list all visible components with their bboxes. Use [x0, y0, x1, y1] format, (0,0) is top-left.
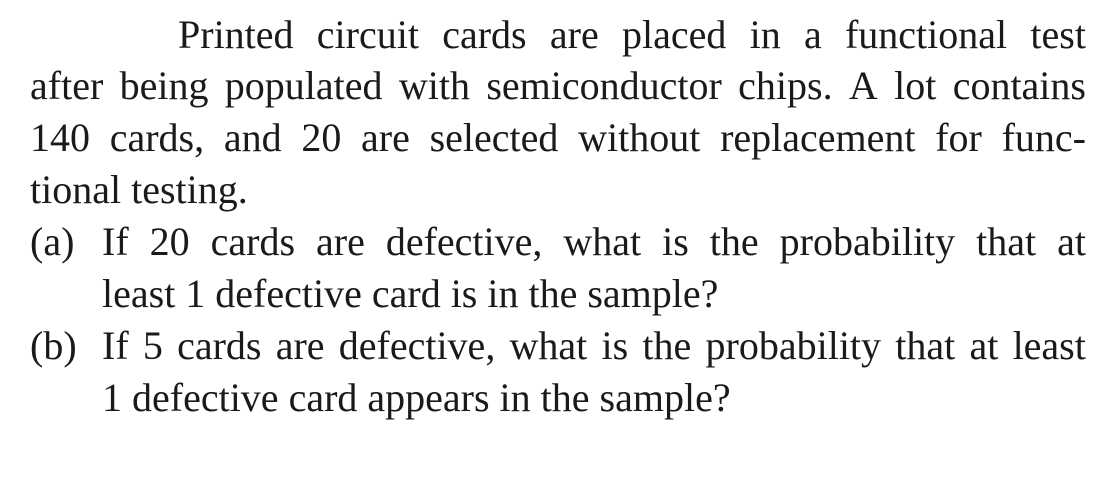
word: with [398, 63, 470, 108]
word: and [223, 115, 282, 160]
part-b-line-1 [102, 323, 1086, 368]
word: the [642, 323, 692, 368]
word: functional [844, 12, 1008, 57]
word: cards [177, 323, 262, 368]
word: populated [224, 63, 383, 108]
part-b-label: (b) [30, 323, 77, 368]
word: that [895, 323, 956, 368]
word: If [102, 323, 129, 368]
word: If [102, 219, 129, 264]
word: at [1057, 219, 1086, 264]
word: test [1030, 12, 1086, 57]
word: is [601, 323, 629, 368]
word: are [549, 12, 599, 57]
word: probability [705, 323, 882, 368]
word: that [976, 219, 1037, 264]
word: cards, [109, 115, 205, 160]
word: cards [210, 219, 296, 264]
word: defective, [338, 323, 496, 368]
word: 140 [30, 115, 90, 160]
word: are [316, 219, 365, 264]
word: 20 [149, 219, 190, 264]
part-b-line-2: 1 defective card appears in the sample? [102, 375, 731, 420]
intro-line-4: tional testing. [30, 167, 248, 212]
word: for [935, 115, 982, 160]
word: Printed [178, 12, 294, 57]
word: selected [429, 115, 559, 160]
word: func- [1001, 115, 1086, 160]
word: are [275, 323, 325, 368]
word: at [969, 323, 999, 368]
word: lot [894, 63, 937, 108]
part-a-line-1 [102, 219, 1086, 264]
word: the [709, 219, 759, 264]
word: chips. [738, 63, 833, 108]
part-a-line-2: least 1 defective card is in the sample? [102, 271, 719, 316]
word: defective, [385, 219, 543, 264]
word: 5 [142, 323, 163, 368]
word: are [361, 115, 410, 160]
word: what [509, 323, 588, 368]
part-a-label: (a) [30, 219, 75, 264]
word: after [30, 63, 104, 108]
word: A [848, 63, 878, 108]
word: a [803, 12, 822, 57]
intro-line-2 [30, 63, 1086, 108]
word: contains [952, 63, 1086, 108]
word: semiconductor [486, 63, 722, 108]
word: cards [442, 12, 527, 57]
word: placed [621, 12, 727, 57]
word: 20 [301, 115, 342, 160]
word: what [563, 219, 642, 264]
word: without [578, 115, 701, 160]
word: probability [779, 219, 956, 264]
word: replacement [720, 115, 916, 160]
word: being [119, 63, 209, 108]
word: in [749, 12, 781, 57]
word: circuit [316, 12, 419, 57]
word: least [1012, 323, 1086, 368]
intro-line-3 [30, 115, 1086, 160]
word: is [662, 219, 689, 264]
intro-line-1 [178, 12, 1086, 57]
